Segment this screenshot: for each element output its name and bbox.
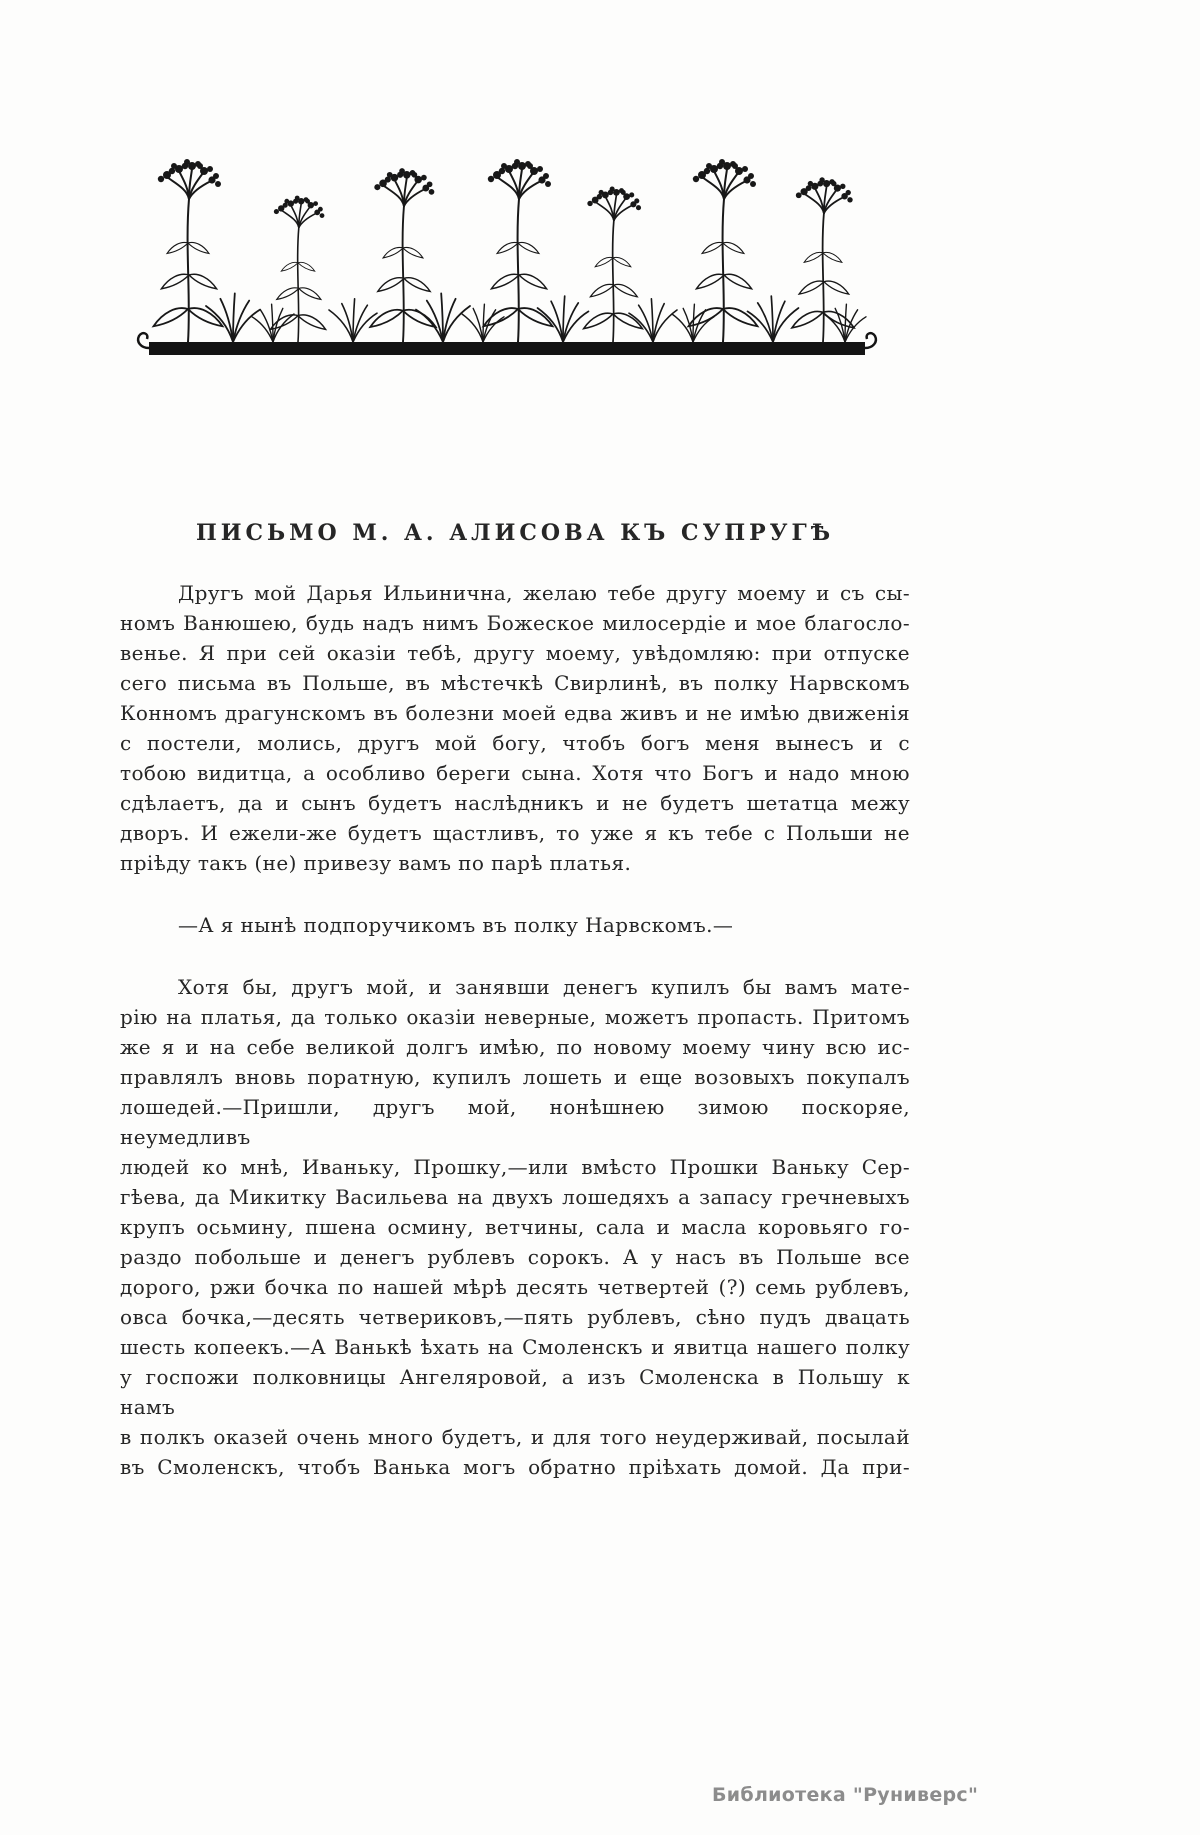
text-line: овса бочка,—десять четвериковъ,—пять рублевъ, сѣно пудъ двацать (120, 1305, 910, 1329)
text-line: въ Смоленскъ, чтобъ Ванька могъ обратно пріѣхать домой. Да при- (120, 1455, 910, 1479)
floral-headpiece-illustration (133, 136, 881, 386)
letter-paragraph-2 (120, 972, 910, 1482)
library-watermark: Библиотека "Руниверс" (712, 1784, 979, 1806)
text-line: правлялъ вновь поратную, купилъ лошеть и еще возовыхъ покупалъ (120, 1065, 910, 1089)
letter-paragraph-1 (120, 578, 910, 878)
page-title: ПИСЬМО М. А. АЛИСОВА КЪ СУПРУГѢ (195, 520, 835, 546)
text-line: в полкъ оказей очень много будетъ, и для того неудерживай, посылай (120, 1425, 910, 1449)
text-line: Другъ мой Дарья Ильинична, желаю тебе другу моему и съ сы- (178, 581, 910, 605)
text-line: шесть копеекъ.—А Ванькѣ ѣхать на Смоленскъ и явитца нашего полку (120, 1335, 910, 1359)
text-line: пріѣду такъ (не) привезу вамъ по парѣ платья. (120, 851, 632, 875)
text-line: сего письма въ Польше, въ мѣстечкѣ Свирлинѣ, въ полку Нарвскомъ (120, 671, 910, 695)
text-line: крупъ осьмину, пшена осмину, ветчины, сала и масла коровьяго го- (120, 1215, 910, 1239)
text-line: у госпожи полковницы Ангеляровой, а изъ Смоленска в Польшу к намъ (120, 1365, 910, 1419)
text-line: дворъ. И ежели-же будетъ щастливъ, то уже я къ тебе с Польши не (120, 821, 910, 845)
text-line: Хотя бы, другъ мой, и занявши денегъ купилъ бы вамъ мате- (178, 975, 910, 999)
text-line: лошедей.—Пришли, другъ мой, нонѣшнею зимою поскоряе, неумедливъ (120, 1095, 910, 1149)
ornament-ground-bar (149, 342, 865, 355)
letter-interlude (120, 910, 910, 940)
text-line: венье. Я при сей оказіи тебѣ, другу моему, увѣдомляю: при отпуске (120, 641, 910, 665)
text-line: же я и на себе великой долгъ имѣю, по новому моему чину всю ис- (120, 1035, 910, 1059)
text-line: людей ко мнѣ, Иваньку, Прошку,—или вмѣсто Прошки Ваньку Сер- (120, 1155, 910, 1179)
text-line: с постели, молись, другъ мой богу, чтобъ богъ меня вынесъ и с (120, 731, 910, 755)
text-line: дорого, ржи бочка по нашей мѣрѣ десять четвертей (?) семь рублевъ, (120, 1275, 910, 1299)
text-line: сдѣлаетъ, да и сынъ будетъ наслѣдникъ и не будетъ шетатца межу (120, 791, 910, 815)
text-line: тобою видитца, а особливо береги сына. Хотя что Богъ и надо мною (120, 761, 910, 785)
text-line: раздо побольше и денегъ рублевъ сорокъ. А у насъ въ Польше все (120, 1245, 910, 1269)
text-line: гѣева, да Микитку Васильева на двухъ лошедяхъ а запасу гречневыхъ (120, 1185, 910, 1209)
text-line: —А я нынѣ подпоручикомъ въ полку Нарвскомъ.— (178, 913, 734, 937)
text-line: рію на платья, да только оказіи неверные, можетъ пропасть. Притомъ (120, 1005, 910, 1029)
text-line: номъ Ванюшею, будь надъ нимъ Божеское милосердіе и мое благосло- (120, 611, 910, 635)
text-line: Конномъ драгунскомъ въ болезни моей едва живъ и не имѣю движенія (120, 701, 910, 725)
